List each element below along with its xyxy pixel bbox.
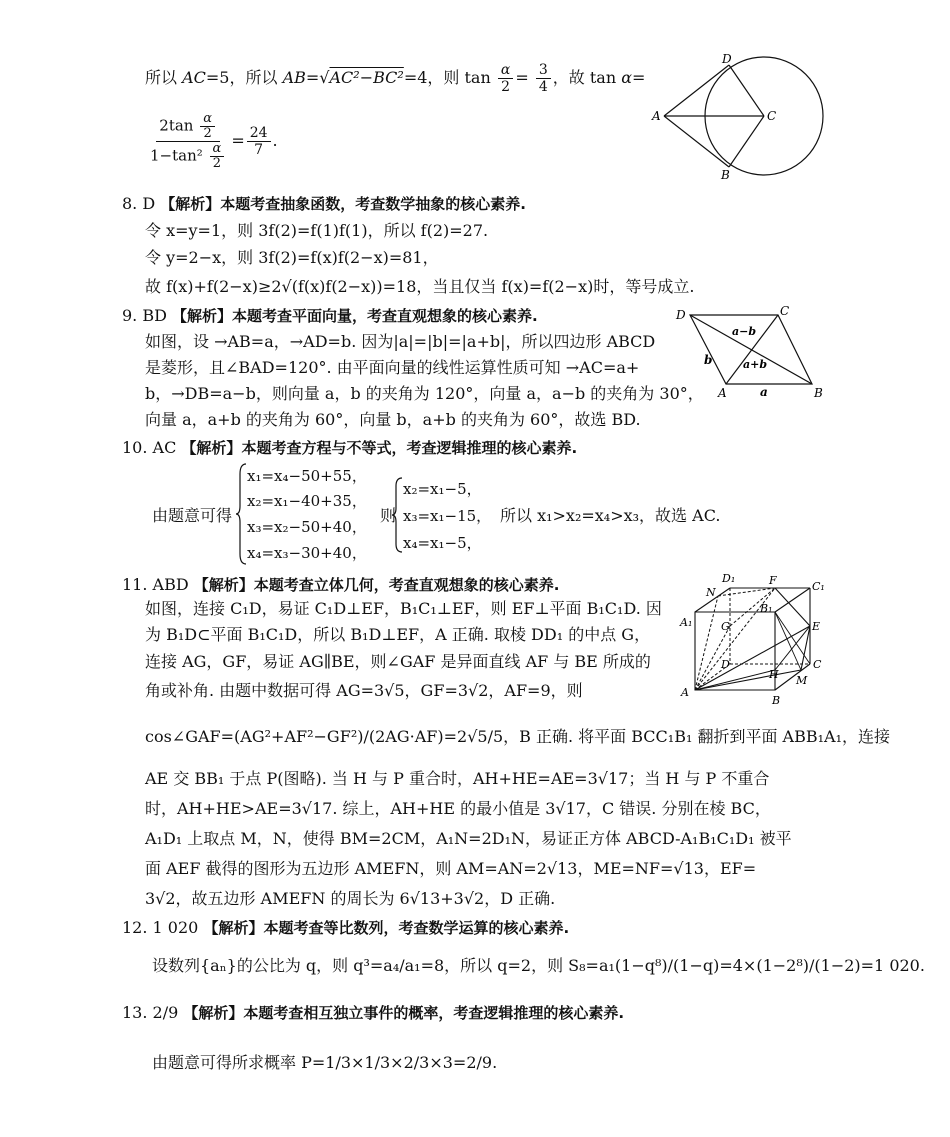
q10-topic: 本题考查方程与不等式，考查逻辑推理的核心素养.: [241, 439, 578, 457]
q11-line9: 面 AEF 截得的图形为五边形 AMEFN，则 AM=AN=2√13，ME=NF=√13，EF=: [145, 859, 757, 878]
q8-topic: 本题考查抽象函数，考查数学抽象的核心素养.: [220, 195, 526, 213]
q11-tag: 【解析】: [193, 576, 254, 594]
label-f: F: [769, 574, 777, 587]
q11-line8: A₁D₁ 上取点 M，N，使得 BM=2CM，A₁N=2D₁N，易证正方体 ABCD-A₁B₁C₁D₁ 被平: [145, 829, 792, 848]
edge-b1c1: [775, 588, 810, 612]
label-g: G: [721, 620, 730, 633]
sys1-eq4: x₄=x₃−30+40，: [247, 544, 367, 562]
cube-front-face: [695, 612, 775, 690]
sys1-eq1: x₁=x₄−50+55，: [247, 467, 367, 485]
q11-line10: 3√2，故五边形 AMEFN 的周长为 6√13+3√2，D 正确.: [145, 889, 556, 908]
line-ad: [664, 65, 729, 116]
label-d: D: [676, 308, 686, 322]
q11-line7: 时，AH+HE>AE=3√17. 综上，AH+HE 的最小值是 3√17，C 错误. 分别在棱 BC，: [145, 799, 771, 818]
q12-line1: 设数列{aₙ}的公比为 q，则 q³=a₄/a₁=8，所以 q=2，则 S₈=a₁(1−q⁸)/(1−q)=4×(1−2⁸)/(1−2)=1 020.: [152, 956, 925, 975]
q9-line4: 向量 a，a+b 的夹角为 60°，向量 b，a+b 的夹角为 60°，故选 BD.: [145, 410, 641, 429]
q9-header: [122, 305, 538, 327]
sys2-eq3: x₄=x₁−5，: [403, 534, 482, 552]
q8-line2: 令 y=2−x，则 3f(2)=f(x)f(2−x)=81，: [145, 248, 439, 267]
q11-line6: AE 交 BB₁ 于点 P(图略). 当 H 与 P 重合时，AH+HE=AE=3√17；当 H 与 P 不重合: [145, 769, 770, 788]
label-n: N: [706, 586, 716, 599]
line-ah: [695, 670, 775, 690]
q9-number: 9. BD: [122, 306, 167, 325]
label-h: H: [769, 668, 779, 681]
q8-tag: 【解析】: [160, 195, 221, 213]
label-b: B: [721, 168, 730, 182]
label-b: B: [772, 694, 781, 707]
q13-number: 13. 2/9: [122, 1003, 179, 1022]
line-he: [775, 626, 810, 670]
q11-header: [122, 574, 559, 596]
q8-header: [122, 193, 526, 215]
line-dc: [729, 65, 764, 116]
q9-line1: 如图，设 →AB=a，→AD=b. 因为|a|=|b|=|a+b|，所以四边形 ABCD: [145, 332, 656, 351]
line-ab: [664, 116, 729, 167]
circle-figure: [650, 52, 830, 182]
sys2-eq1: x₂=x₁−5，: [403, 480, 482, 498]
line-me: [801, 626, 810, 670]
q12-tag: 【解析】: [203, 919, 264, 937]
label-m: M: [796, 674, 808, 687]
q9-topic: 本题考查平面向量，考查直观想象的核心素养.: [232, 307, 538, 325]
q9-line3: b，→DB=a−b，则向量 a，b 的夹角为 120°，向量 a，a−b 的夹角为 30°，: [145, 384, 704, 403]
q13-topic: 本题考查相互独立事件的概率，考查逻辑推理的核心素养.: [243, 1004, 625, 1022]
q13-header: [122, 1002, 624, 1024]
sys1-eq3: x₃=x₂−50+40，: [247, 518, 367, 536]
q9-tag: 【解析】: [172, 307, 233, 325]
sys1-eq2: x₂=x₁−40+35，: [247, 492, 367, 510]
q11-line5: cos∠GAF=(AG²+AF²−GF²)/(2AG·AF)=2√5/5，B 正确. 将平面 BCC₁B₁ 翻折到平面 ABB₁A₁，连接: [145, 727, 890, 746]
q10-mid: 则: [380, 506, 397, 525]
q9-line2: 是菱形，且∠BAD=120°. 由平面向量的线性运算性质可知 →AC=a+: [145, 358, 640, 377]
q10-tag: 【解析】: [181, 439, 242, 457]
q11-topic: 本题考查立体几何，考查直观想象的核心素养.: [253, 576, 560, 594]
q10-prefix: 由题意可得: [152, 506, 233, 525]
label-b: b: [704, 353, 713, 367]
label-a: A: [681, 686, 689, 699]
sys2-eq2: x₃=x₁−15，: [403, 507, 492, 525]
label-c1: C₁: [812, 580, 825, 593]
label-b1: B₁: [760, 602, 773, 615]
q11-line3: 连接 AG，GF，易证 AG∥BE，则∠GAF 是异面直线 AF 与 BE 所成的: [145, 652, 651, 671]
label-a: A: [718, 386, 727, 400]
label-a1: A₁: [680, 616, 693, 629]
cube-figure: [675, 570, 835, 708]
label-vec-a: a: [760, 385, 768, 399]
q13-line1: 由题意可得所求概率 P=1/3×1/3×2/3×3=2/9.: [152, 1053, 498, 1072]
q11-number: 11. ABD: [122, 575, 189, 594]
label-b-pt: B: [814, 386, 823, 400]
q11-line4: 角或补角. 由题中数据可得 AG=3√5，GF=3√2，AF=9，则: [145, 681, 583, 700]
q12-topic: 本题考查等比数列，考查数学运算的核心素养.: [263, 919, 570, 937]
line-bc: [729, 116, 764, 167]
label-d: D: [722, 52, 732, 66]
q11-line2: 为 B₁D⊂平面 B₁C₁D，所以 B₁D⊥EF，A 正确. 取棱 DD₁ 的中点 G，: [145, 625, 651, 644]
q8-line1: 令 x=y=1，则 3f(2)=f(1)f(1)，所以 f(2)=27.: [145, 221, 489, 240]
q12-number: 12. 1 020: [122, 918, 199, 937]
label-a-minus-b: a−b: [732, 325, 757, 338]
q12-header: [122, 917, 569, 939]
q13-tag: 【解析】: [183, 1004, 244, 1022]
q8-number: 8. D: [122, 194, 156, 213]
label-c: C: [767, 109, 777, 123]
label-a: A: [652, 109, 661, 123]
label-a-plus-b: a+b: [743, 358, 768, 371]
rhombus-figure: [670, 302, 830, 402]
line-b1-m: [775, 612, 801, 670]
label-c: C: [813, 658, 822, 671]
label-d: D: [721, 658, 730, 671]
q10-tail: 所以 x₁>x₂=x₄>x₃，故选 AC.: [500, 506, 721, 525]
q7-line1: 所以 AC=5，所以 AB=√AC²−BC²=4，则 tan $\frac{\alpha}{2}$ = $\frac{3}{4}$ ，故 tan α=: [145, 62, 646, 95]
q10-header: [122, 437, 577, 459]
line-am: [695, 670, 801, 690]
q7-line2: 2tan $\frac{\alpha}{2}$ 1−tan² $\frac{\alpha}{2}$ = $\frac{24}{7}$ .: [150, 111, 278, 171]
label-e: E: [812, 620, 821, 633]
q10-number: 10. AC: [122, 438, 177, 457]
q8-line3: 故 f(x)+f(2−x)≥2√(f(x)f(2−x))=18，当且仅当 f(x)=f(2−x)时，等号成立.: [145, 277, 695, 296]
label-d1: D₁: [722, 572, 736, 585]
label-c: C: [780, 304, 790, 318]
q11-line1: 如图，连接 C₁D，易证 C₁D⊥EF，B₁C₁⊥EF，则 EF⊥平面 B₁C₁D. 因: [145, 599, 662, 618]
